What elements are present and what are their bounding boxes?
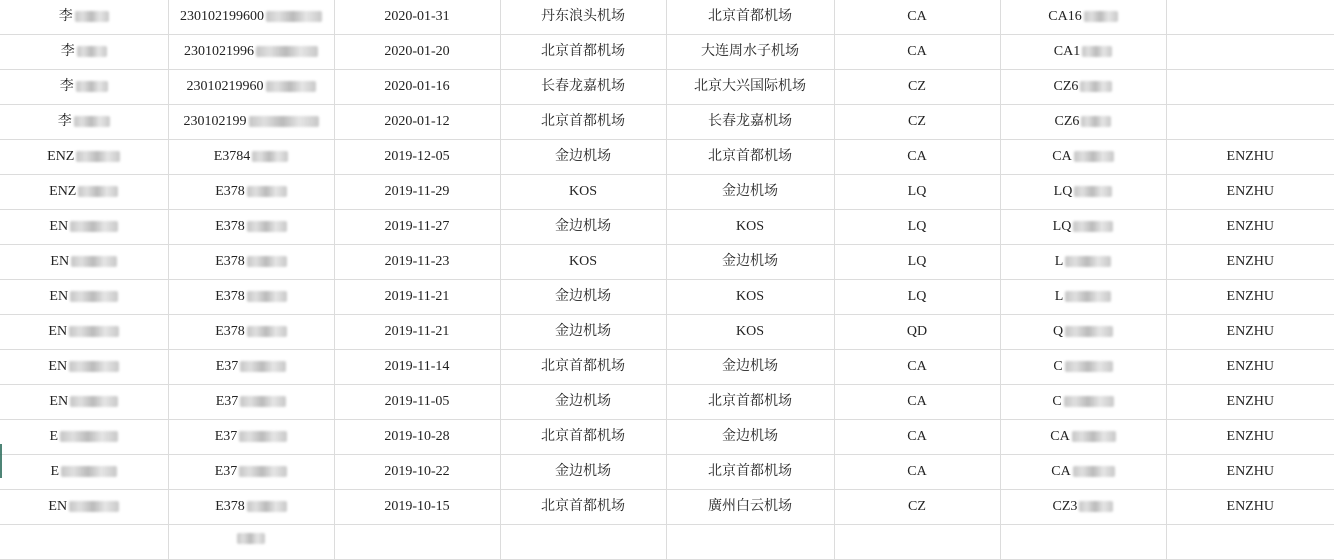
redacted-block xyxy=(1064,396,1114,407)
cell-airline-code: LQ xyxy=(834,245,1000,280)
redacted-block xyxy=(266,81,316,92)
table-row[interactable] xyxy=(0,210,1334,245)
cell-flight-number: LQ xyxy=(1000,210,1166,245)
table-row[interactable] xyxy=(0,455,1334,490)
cell-remark: ENZHU xyxy=(1166,245,1334,280)
cell-passenger-name xyxy=(0,525,168,560)
cell-airline-code: CA xyxy=(834,420,1000,455)
redacted-block xyxy=(266,11,322,22)
cell-flight-date: 2019-11-29 xyxy=(334,175,500,210)
cell-id-number: 230102199 xyxy=(168,105,334,140)
cell-remark xyxy=(1166,70,1334,105)
cell-airline-code: LQ xyxy=(834,210,1000,245)
redacted-block xyxy=(61,466,117,477)
table-row[interactable] xyxy=(0,175,1334,210)
redacted-block xyxy=(78,186,118,197)
cell-airline-code: LQ xyxy=(834,280,1000,315)
cell-arrival-airport: KOS xyxy=(666,210,834,245)
cell-arrival-airport: KOS xyxy=(666,280,834,315)
table-row[interactable] xyxy=(0,420,1334,455)
cell-passenger-name: EN xyxy=(0,245,168,280)
table-row[interactable] xyxy=(0,35,1334,70)
cell-remark: ENZHU xyxy=(1166,385,1334,420)
redacted-block xyxy=(247,186,287,197)
cell-remark: ENZHU xyxy=(1166,175,1334,210)
table-row[interactable] xyxy=(0,490,1334,525)
redacted-block xyxy=(69,326,119,337)
cell-departure-airport: 北京首都机场 xyxy=(500,105,666,140)
redacted-block xyxy=(247,291,287,302)
redacted-block xyxy=(75,11,109,22)
cell-airline-code xyxy=(834,525,1000,560)
cell-remark xyxy=(1166,35,1334,70)
cell-departure-airport: 金边机场 xyxy=(500,210,666,245)
cell-flight-number: CA1 xyxy=(1000,35,1166,70)
cell-arrival-airport: 金边机场 xyxy=(666,420,834,455)
cell-id-number: 2301021996 xyxy=(168,35,334,70)
cell-arrival-airport: 北京首都机场 xyxy=(666,455,834,490)
cell-arrival-airport: 长春龙嘉机场 xyxy=(666,105,834,140)
cell-departure-airport: KOS xyxy=(500,175,666,210)
cell-remark xyxy=(1166,525,1334,560)
cell-remark: ENZHU xyxy=(1166,210,1334,245)
cell-arrival-airport: 大连周水子机场 xyxy=(666,35,834,70)
cell-flight-number: Q xyxy=(1000,315,1166,350)
cell-flight-date: 2019-11-05 xyxy=(334,385,500,420)
cell-flight-date xyxy=(334,525,500,560)
cell-airline-code: LQ xyxy=(834,175,1000,210)
cell-flight-number: LQ xyxy=(1000,175,1166,210)
redacted-block xyxy=(239,431,287,442)
cell-flight-number: CA xyxy=(1000,455,1166,490)
redacted-block xyxy=(239,466,287,477)
cell-flight-number: CZ6 xyxy=(1000,105,1166,140)
cell-arrival-airport: 北京大兴国际机场 xyxy=(666,70,834,105)
cell-remark: ENZHU xyxy=(1166,420,1334,455)
cell-passenger-name: EN xyxy=(0,315,168,350)
cell-passenger-name: 李 xyxy=(0,70,168,105)
redacted-block xyxy=(249,116,319,127)
redacted-block xyxy=(69,361,119,372)
cell-flight-number: L xyxy=(1000,280,1166,315)
cell-flight-date: 2019-12-05 xyxy=(334,140,500,175)
cell-airline-code: CZ xyxy=(834,70,1000,105)
cell-id-number: E37 xyxy=(168,455,334,490)
cell-arrival-airport: KOS xyxy=(666,315,834,350)
table-row[interactable] xyxy=(0,140,1334,175)
cell-passenger-name: E xyxy=(0,420,168,455)
cell-flight-date: 2019-10-22 xyxy=(334,455,500,490)
cell-id-number: E378 xyxy=(168,315,334,350)
cell-id-number xyxy=(168,525,334,560)
cell-airline-code: CA xyxy=(834,140,1000,175)
cell-departure-airport xyxy=(500,525,666,560)
redacted-block xyxy=(1065,256,1111,267)
cell-arrival-airport: 北京首都机场 xyxy=(666,0,834,35)
cell-id-number: E378 xyxy=(168,280,334,315)
redacted-block xyxy=(1082,46,1112,57)
cell-id-number: E37 xyxy=(168,350,334,385)
redacted-block xyxy=(237,533,265,544)
cell-airline-code: CA xyxy=(834,350,1000,385)
cell-flight-date: 2020-01-16 xyxy=(334,70,500,105)
redacted-block xyxy=(74,116,110,127)
cell-flight-number: CZ3 xyxy=(1000,490,1166,525)
cell-id-number: E378 xyxy=(168,245,334,280)
table-row[interactable] xyxy=(0,350,1334,385)
table-row[interactable] xyxy=(0,385,1334,420)
cell-remark xyxy=(1166,0,1334,35)
cell-flight-number: CA xyxy=(1000,140,1166,175)
cell-arrival-airport: 金边机场 xyxy=(666,175,834,210)
redacted-block xyxy=(1084,11,1118,22)
cell-passenger-name: ENZ xyxy=(0,140,168,175)
redacted-block xyxy=(1073,466,1115,477)
cell-passenger-name: 李 xyxy=(0,0,168,35)
cell-remark: ENZHU xyxy=(1166,140,1334,175)
redacted-block xyxy=(1065,326,1113,337)
cell-departure-airport: 金边机场 xyxy=(500,455,666,490)
cell-flight-date: 2019-11-21 xyxy=(334,280,500,315)
cell-passenger-name: 李 xyxy=(0,35,168,70)
table-row[interactable] xyxy=(0,315,1334,350)
cell-airline-code: CA xyxy=(834,35,1000,70)
cell-id-number: E378 xyxy=(168,210,334,245)
cell-id-number: E37 xyxy=(168,385,334,420)
cell-arrival-airport: 廣州白云机场 xyxy=(666,490,834,525)
cell-flight-date: 2019-11-14 xyxy=(334,350,500,385)
table-row[interactable] xyxy=(0,280,1334,315)
redacted-block xyxy=(1072,431,1116,442)
cell-id-number: E378 xyxy=(168,490,334,525)
cell-remark xyxy=(1166,105,1334,140)
redacted-block xyxy=(1073,221,1113,232)
cell-arrival-airport: 金边机场 xyxy=(666,245,834,280)
cell-departure-airport: 金边机场 xyxy=(500,280,666,315)
cell-departure-airport: 北京首都机场 xyxy=(500,35,666,70)
redacted-block xyxy=(240,361,286,372)
redacted-block xyxy=(252,151,288,162)
redacted-block xyxy=(247,221,287,232)
cell-passenger-name: EN xyxy=(0,385,168,420)
cell-flight-date: 2020-01-31 xyxy=(334,0,500,35)
redacted-block xyxy=(247,501,287,512)
cell-departure-airport: 北京首都机场 xyxy=(500,420,666,455)
cell-arrival-airport: 金边机场 xyxy=(666,350,834,385)
cell-remark: ENZHU xyxy=(1166,350,1334,385)
redacted-block xyxy=(77,46,107,57)
cell-passenger-name: E xyxy=(0,455,168,490)
cell-remark: ENZHU xyxy=(1166,455,1334,490)
redacted-block xyxy=(71,256,117,267)
cell-arrival-airport: 北京首都机场 xyxy=(666,140,834,175)
cell-passenger-name: EN xyxy=(0,350,168,385)
redacted-block xyxy=(1080,81,1112,92)
cell-flight-date: 2019-10-28 xyxy=(334,420,500,455)
redacted-block xyxy=(76,81,108,92)
table-row[interactable] xyxy=(0,245,1334,280)
redacted-block xyxy=(60,431,118,442)
redacted-block xyxy=(70,291,118,302)
redacted-block xyxy=(256,46,318,57)
cell-remark: ENZHU xyxy=(1166,280,1334,315)
cell-airline-code: CZ xyxy=(834,105,1000,140)
cell-passenger-name: EN xyxy=(0,210,168,245)
cell-departure-airport: 北京首都机场 xyxy=(500,350,666,385)
cell-departure-airport: KOS xyxy=(500,245,666,280)
cell-flight-number: C xyxy=(1000,350,1166,385)
table-row[interactable] xyxy=(0,105,1334,140)
redacted-block xyxy=(70,396,118,407)
row-selection-marker xyxy=(0,444,2,478)
redacted-block xyxy=(1065,291,1111,302)
cell-flight-date: 2019-11-23 xyxy=(334,245,500,280)
cell-departure-airport: 金边机场 xyxy=(500,140,666,175)
redacted-block xyxy=(1079,501,1113,512)
table-row[interactable] xyxy=(0,70,1334,105)
table-row[interactable] xyxy=(0,525,1334,560)
cell-departure-airport: 金边机场 xyxy=(500,315,666,350)
cell-remark: ENZHU xyxy=(1166,490,1334,525)
cell-id-number: E3784 xyxy=(168,140,334,175)
cell-remark: ENZHU xyxy=(1166,315,1334,350)
redacted-block xyxy=(69,501,119,512)
redacted-block xyxy=(1081,116,1111,127)
cell-passenger-name: EN xyxy=(0,490,168,525)
cell-flight-number: L xyxy=(1000,245,1166,280)
redacted-block xyxy=(1065,361,1113,372)
cell-flight-number: CZ6 xyxy=(1000,70,1166,105)
cell-airline-code: CA xyxy=(834,385,1000,420)
cell-flight-number: C xyxy=(1000,385,1166,420)
cell-departure-airport: 长春龙嘉机场 xyxy=(500,70,666,105)
cell-passenger-name: EN xyxy=(0,280,168,315)
redacted-block xyxy=(247,326,287,337)
cell-flight-date: 2019-11-21 xyxy=(334,315,500,350)
redacted-block xyxy=(247,256,287,267)
redacted-block xyxy=(1074,186,1112,197)
cell-airline-code: QD xyxy=(834,315,1000,350)
cell-id-number: E378 xyxy=(168,175,334,210)
cell-flight-date: 2019-11-27 xyxy=(334,210,500,245)
cell-passenger-name: 李 xyxy=(0,105,168,140)
cell-id-number: E37 xyxy=(168,420,334,455)
cell-flight-date: 2020-01-12 xyxy=(334,105,500,140)
cell-airline-code: CA xyxy=(834,0,1000,35)
redacted-block xyxy=(70,221,118,232)
cell-departure-airport: 北京首都机场 xyxy=(500,490,666,525)
cell-flight-number xyxy=(1000,525,1166,560)
cell-departure-airport: 丹东浪头机场 xyxy=(500,0,666,35)
cell-flight-date: 2020-01-20 xyxy=(334,35,500,70)
cell-airline-code: CZ xyxy=(834,490,1000,525)
cell-flight-date: 2019-10-15 xyxy=(334,490,500,525)
cell-arrival-airport: 北京首都机场 xyxy=(666,385,834,420)
redacted-block xyxy=(1074,151,1114,162)
cell-id-number: 230102199600 xyxy=(168,0,334,35)
redacted-block xyxy=(76,151,120,162)
cell-passenger-name: ENZ xyxy=(0,175,168,210)
cell-flight-number: CA16 xyxy=(1000,0,1166,35)
cell-id-number: 23010219960 xyxy=(168,70,334,105)
redacted-block xyxy=(240,396,286,407)
table-row[interactable] xyxy=(0,0,1334,35)
cell-airline-code: CA xyxy=(834,455,1000,490)
cell-departure-airport: 金边机场 xyxy=(500,385,666,420)
cell-flight-number: CA xyxy=(1000,420,1166,455)
cell-arrival-airport xyxy=(666,525,834,560)
